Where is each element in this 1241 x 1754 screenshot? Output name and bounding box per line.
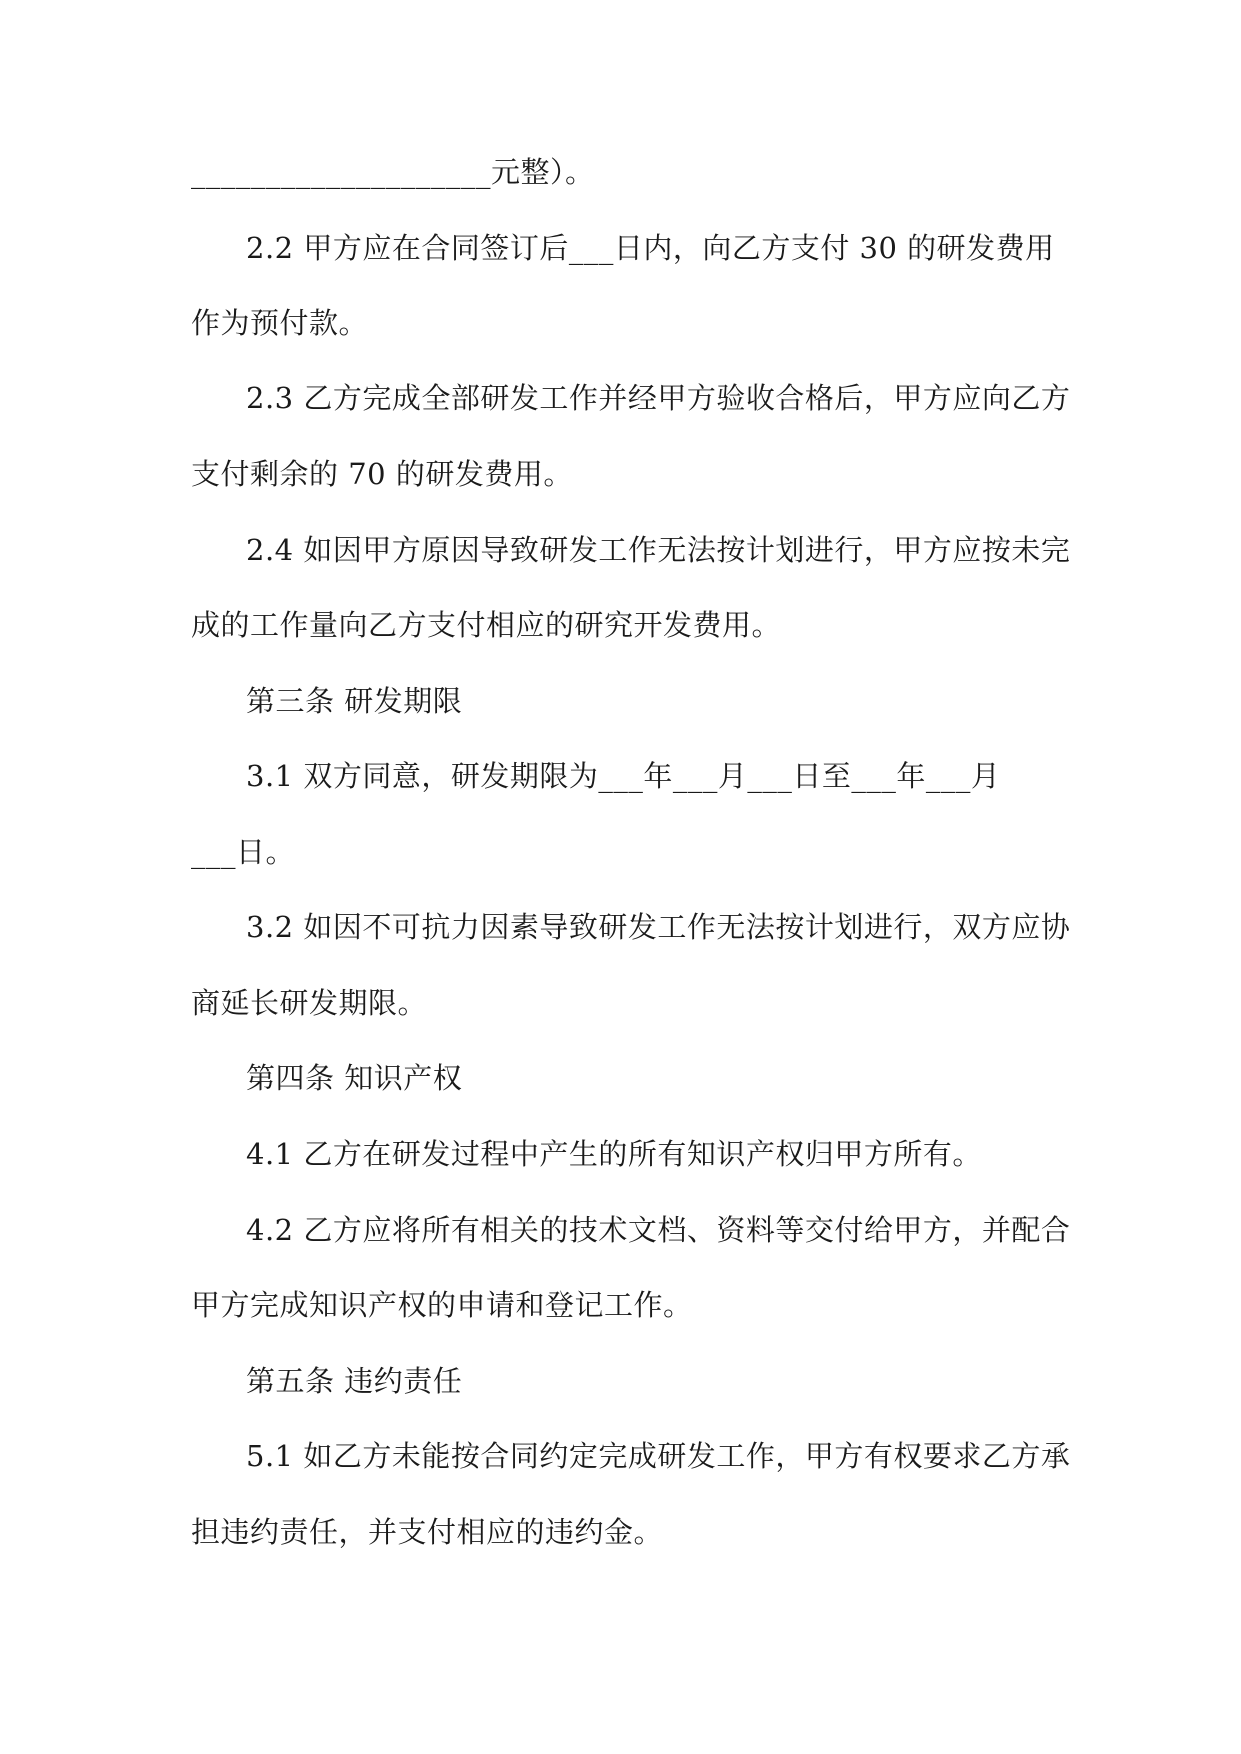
- text-line: 支付剩余的 70 的研发费用。: [191, 457, 573, 491]
- text-line: ___日。: [191, 835, 296, 869]
- text-line: 2.2 甲方应在合同签订后___日内，向乙方支付 30 的研发费用: [246, 231, 1055, 265]
- text-line: 成的工作量向乙方支付相应的研究开发费用。: [191, 608, 782, 642]
- text-line: 甲方完成知识产权的申请和登记工作。: [191, 1288, 693, 1322]
- text-line: 2.3 乙方完成全部研发工作并经甲方验收合格后，甲方应向乙方: [246, 381, 1071, 415]
- text-line: 3.1 双方同意，研发期限为___年___月___日至___年___月: [246, 759, 1001, 793]
- text-line: 作为预付款。: [191, 306, 369, 340]
- text-line: 5.1 如乙方未能按合同约定完成研发工作，甲方有权要求乙方承: [246, 1439, 1071, 1473]
- text-line: 2.4 如因甲方原因导致研发工作无法按计划进行，甲方应按未完: [246, 533, 1071, 567]
- text-line: 担违约责任，并支付相应的违约金。: [191, 1515, 664, 1549]
- text-line: 商延长研发期限。: [191, 986, 428, 1020]
- section-heading: 第五条 违约责任: [246, 1364, 463, 1398]
- text-line: 4.2 乙方应将所有相关的技术文档、资料等交付给甲方，并配合: [246, 1213, 1071, 1247]
- section-heading: 第四条 知识产权: [246, 1061, 463, 1095]
- section-heading: 第三条 研发期限: [246, 684, 463, 718]
- text-line: 4.1 乙方在研发过程中产生的所有知识产权归甲方所有。: [246, 1137, 982, 1171]
- text-line: 3.2 如因不可抗力因素导致研发工作无法按计划进行，双方应协: [246, 910, 1071, 944]
- text-line: ____________________元整）。: [191, 155, 595, 189]
